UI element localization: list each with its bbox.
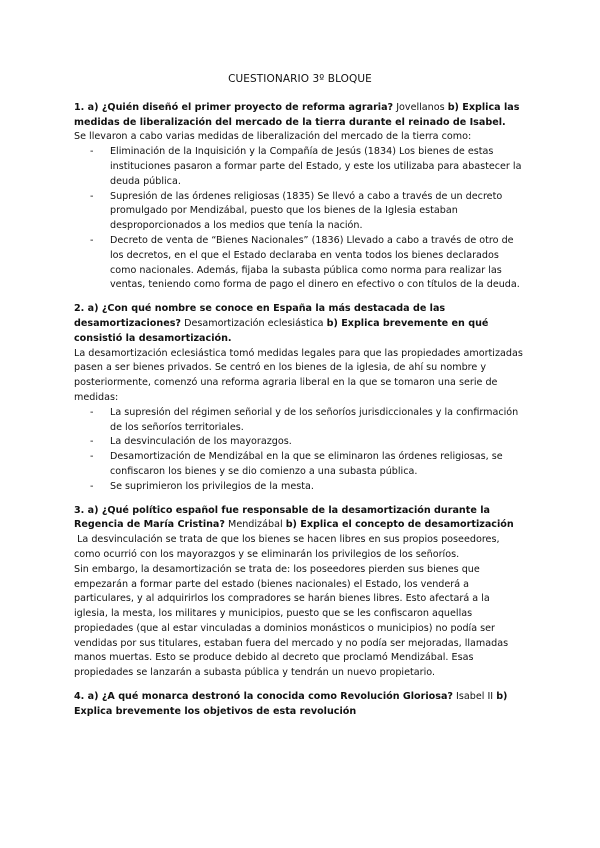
- list-item: - Se suprimieron los privilegios de la mesta.: [74, 480, 526, 495]
- question-part-b: b) Explica las medidas de liberalización del mercado de la tierra durante el reinado de Isabel.: [74, 101, 520, 128]
- question-part-a: 4. a) ¿A qué monarca destronó la conocida como Revolución Gloriosa?: [74, 691, 453, 703]
- question-heading: [74, 504, 526, 534]
- list-item: - Desamortización de Mendizábal en la que se eliminaron las órdenes religiosas, se confiscaron los bienes y se dio comienzo a una subasta pública.: [74, 450, 526, 480]
- question-part-a: 2. a) ¿Con qué nombre se conoce en España la más destacada de las desamortizaciones?: [74, 303, 446, 329]
- list-item: - Decreto de venta de “Bienes Nacionales” (1836) Llevado a cabo a través de otro de los decretos, en el que el Estado declaraba en venta todos los bienes declarados como nacionales. Además, fijaba la subasta pública como norma para realizar las ventas, teniendo como forma de pago el dinero en efectivo o con títulos de la deuda.: [74, 234, 526, 293]
- question-heading: [74, 302, 526, 346]
- question-1: [74, 101, 526, 293]
- question-part-b: b) Explica brevemente en qué consistió la desamortización.: [74, 317, 489, 344]
- answer-intro: Se llevaron a cabo varias medidas de liberalización del mercado de la tierra como:: [74, 131, 472, 143]
- list-item: - La supresión del régimen señorial y de los señoríos jurisdiccionales y la confirmación de los señoríos territoriales.: [74, 406, 526, 436]
- question-3: [74, 504, 526, 682]
- list-item: - La desvinculación de los mayorazgos.: [74, 435, 526, 450]
- list-item: - Supresión de las órdenes religiosas (1835) Se llevó a cabo a través de un decreto promulgado por Mendizábal, puesto que los bienes de la Iglesia estaban desproporcionados a los medios que tenía la nación.: [74, 190, 526, 234]
- list-item: - Eliminación de la Inquisición y la Compañía de Jesús (1834) Los bienes de estas instituciones pasaron a formar parte del Estado, y este los utilizaba para abastecer la deuda pública.: [74, 145, 526, 189]
- question-2: [74, 302, 526, 494]
- question-heading: [74, 101, 526, 131]
- question-4: [74, 690, 526, 720]
- answer-intro: La desamortización eclesiástica tomó medidas legales para que las propiedades amortizadas pasen a ser bienes privados. Se centró en los bienes de la iglesia, de ahí su nombre y posteriormente, comenzó una reforma agraria liberal en la que se tomaron una serie de medidas:: [74, 347, 523, 403]
- page-title: CUESTIONARIO 3º BLOQUE: [228, 73, 372, 85]
- answer-a: Jovellanos: [396, 101, 445, 113]
- measures-list: [74, 145, 526, 293]
- answer-a: Mendizábal: [228, 519, 283, 531]
- question-part-a: 1. a) ¿Quién diseñó el primer proyecto de reforma agraria?: [74, 101, 394, 113]
- answer-a: Isabel II: [456, 691, 494, 703]
- question-part-b: b) Explica brevemente los objetivos de esta revolución: [74, 691, 508, 717]
- measures-list: [74, 406, 526, 495]
- question-part-a: 3. a) ¿Qué político español fue responsable de la desamortización durante la Regencia de María Cristina?: [74, 504, 490, 531]
- answer-a: Desamortización eclesiástica: [184, 317, 324, 329]
- answer-paragraph: La desvinculación se trata de que los bienes se hacen libres en sus propios poseedores, como ocurrió con los mayorazgos y se eliminarán los privilegios de los señoríos.: [74, 534, 503, 560]
- question-heading: [74, 690, 526, 720]
- answer-paragraph: Sin embargo, la desamortización se trata de: los poseedores pierden sus bienes que empezarán a formar parte del estado (bienes nacionales) el Estado, los venderá a particulares, y al adquirirlos los compradores se harán bienes libres. Esto afectará a la iglesia, la mesta, los militares y municipios, puesto que se les confiscaron aquellas propiedades (que al estar vinculadas a dominios monásticos o municipios) no podía ser vendidas por sus titulares, estaban fuera del mercado y no podía ser mejoradas, llamadas manos muertas. Esto se produce debido al decreto que proclamó Mendizábal. Esas propiedades se lanzarán a subasta pública y tendrán un nuevo propietario.: [74, 563, 509, 679]
- question-part-b: b) Explica el concepto de desamortización: [285, 519, 514, 531]
